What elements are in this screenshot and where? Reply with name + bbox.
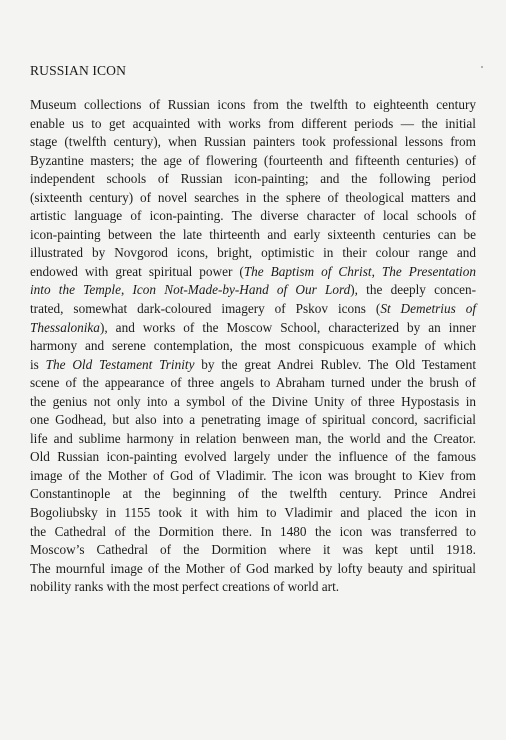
text-line [30,263,476,282]
text-line [30,115,476,134]
text-run: illustrated by Novgorod icons, bright, optimistic in their colour range and [30,245,476,261]
speck-mark [481,66,483,68]
text-line [30,560,476,579]
italic-title: St Demetrius of [380,301,476,317]
text-line [30,356,476,375]
text-line [30,448,476,467]
text-line [30,430,476,449]
text-run: by the great Andrei Rublev. The Old Testament [194,356,477,372]
text-run: independent schools of Russian icon-painting; and the following period [30,171,476,187]
text-run: ), and works of the Moscow School, characterized by an inner [99,319,476,335]
text-run: image of the Mother of God of Vladimir. The icon was brought to Kiev from [30,467,476,483]
text-line [30,393,476,412]
text-line [30,300,476,319]
text-line [30,504,476,523]
text-run: , [120,282,133,298]
text-line [30,578,476,597]
italic-title: Icon Not-Made-by-Hand of Our Lord [132,282,351,298]
text-line [30,281,476,300]
text-run: harmony and serene contemplation, the most conspicuous example of which [30,338,476,354]
text-line [30,226,476,245]
text-run: the genius not only into a symbol of the Divine Unity of three Hypostasis in [30,393,476,409]
text-run: trated, somewhat dark-coloured imagery of Pskov icons ( [30,301,381,317]
text-run: icon-painting between the late thirteenth and early sixteenth centuries can be [30,226,476,242]
text-run: the Cathedral of the Dormition there. In 1480 the icon was transferred to [30,523,476,539]
text-run: artistic language of icon-painting. The diverse character of local schools of [30,208,476,224]
text-line [30,411,476,430]
text-run: one Godhead, but also into a penetrating image of spiritual concord, sacrificial [30,412,476,428]
text-run: enable us to get acquainted with works from different periods — the initial [30,115,476,131]
italic-title: Thessalonika [30,319,100,335]
text-line [30,189,476,208]
text-run: Constantinople at the beginning of the twelfth century. Prince Andrei [30,486,476,502]
italic-title: The Baptism of Christ [243,263,372,279]
text-line [30,244,476,263]
text-run: endowed with great spiritual power ( [30,263,244,279]
text-run: Museum collections of Russian icons from the twelfth to eighteenth century [30,97,476,112]
text-run: life and sublime harmony in relation benween man, the world and the Creator. [30,430,476,446]
text-line [30,96,476,115]
text-line [30,170,476,189]
text-run: is [30,356,46,372]
text-line [30,319,476,338]
page-heading: RUSSIAN ICON [30,63,126,78]
text-run: Byzantine masters; the age of flowering (fourteenth and fifteenth centuries) of [30,152,476,168]
italic-title: The Presentation [381,263,476,279]
text-run: scene of the appearance of three angels to Abraham turned under the brush of [30,375,476,391]
text-run: (sixteenth century) of novel searches in the sphere of theological matters and [30,189,476,205]
italic-title: The Old Testament Trinity [45,356,195,372]
text-run: Moscow’s Cathedral of the Dormition where it was kept until 1918. [30,542,476,558]
text-line [30,337,476,356]
text-run: Bogoliubsky in 1155 took it with him to Vladimir and placed the icon in [30,505,476,521]
text-line [30,523,476,542]
text-run: Old Russian icon-painting evolved largely under the influence of the famous [30,449,476,465]
text-line [30,133,476,152]
italic-title: into the Temple [30,282,121,298]
body-paragraph [30,96,476,597]
text-line [30,152,476,171]
text-line [30,541,476,560]
text-run: , [371,263,382,279]
text-run: nobility ranks with the most perfect creations of world art. [30,579,340,595]
text-run: ), the deeply concen- [350,282,477,298]
text-line [30,467,476,486]
text-run: The mournful image of the Mother of God marked by lofty beauty and spiritual [30,560,476,576]
text-run: stage (twelfth century), when Russian painters took professional lessons from [30,134,476,150]
text-line [30,207,476,226]
text-line [30,485,476,504]
text-line [30,374,476,393]
